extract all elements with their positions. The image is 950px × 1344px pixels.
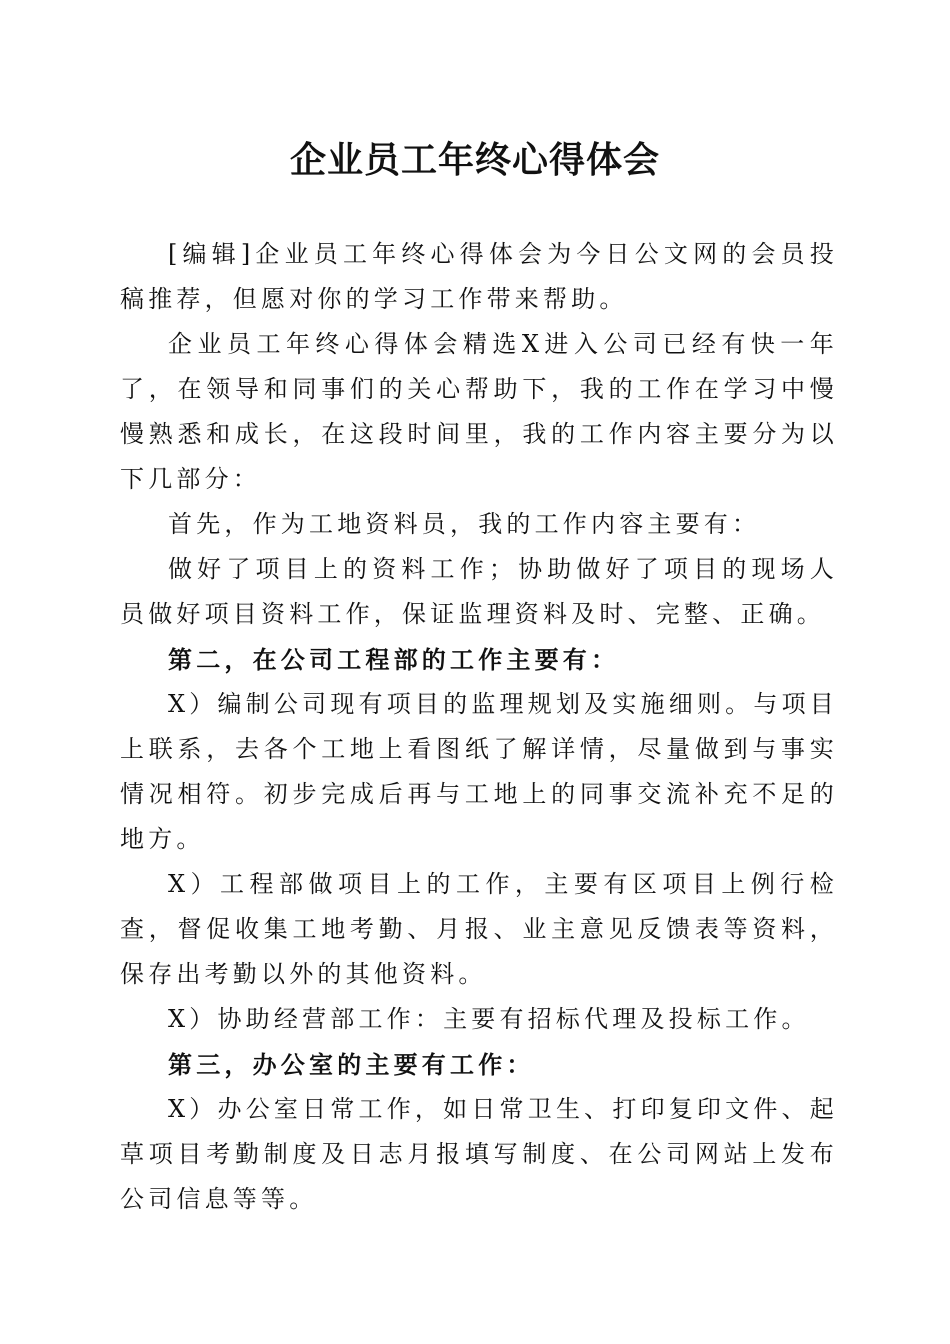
paragraph-intro: [编辑]企业员工年终心得体会为今日公文网的会员投稿推荐，但愿对你的学习工作带来帮助。 xyxy=(120,240,838,313)
document-body xyxy=(120,232,838,1222)
paragraph-project-inspection: X）工程部做项目上的工作，主要有区项目上例行检查，督促收集工地考勤、月报、业主意见反馈表等资料，保存出考勤以外的其他资料。 xyxy=(120,870,838,988)
paragraph-first-section: 首先，作为工地资料员，我的工作内容主要有： xyxy=(168,510,761,538)
paragraph-office-work: X）办公室日常工作，如日常卫生、打印复印文件、起草项目考勤制度及日志月报填写制度、在公司网站上发布公司信息等等。 xyxy=(120,1095,838,1213)
section-heading-engineering: 第二，在公司工程部的工作主要有： xyxy=(168,645,620,674)
document-title: 企业员工年终心得体会 xyxy=(289,139,660,181)
paragraph-bidding-support: X）协助经营部工作：主要有招标代理及投标工作。 xyxy=(168,1005,810,1033)
paragraph-document-work: 做好了项目上的资料工作；协助做好了项目的现场人员做好项目资料工作，保证监理资料及时、完整、正确。 xyxy=(120,555,838,628)
paragraph-supervision-plan: X）编制公司现有项目的监理规划及实施细则。与项目上联系，去各个工地上看图纸了解详情，尽量做到与事实情况相符。初步完成后再与工地上的同事交流补充不足的地方。 xyxy=(120,690,838,853)
section-heading-office: 第三，办公室的主要有工作： xyxy=(168,1050,535,1079)
paragraph-overview: 企业员工年终心得体会精选X进入公司已经有快一年了，在领导和同事们的关心帮助下，我的工作在学习中慢慢熟悉和成长，在这段时间里，我的工作内容主要分为以下几部分： xyxy=(120,330,838,493)
